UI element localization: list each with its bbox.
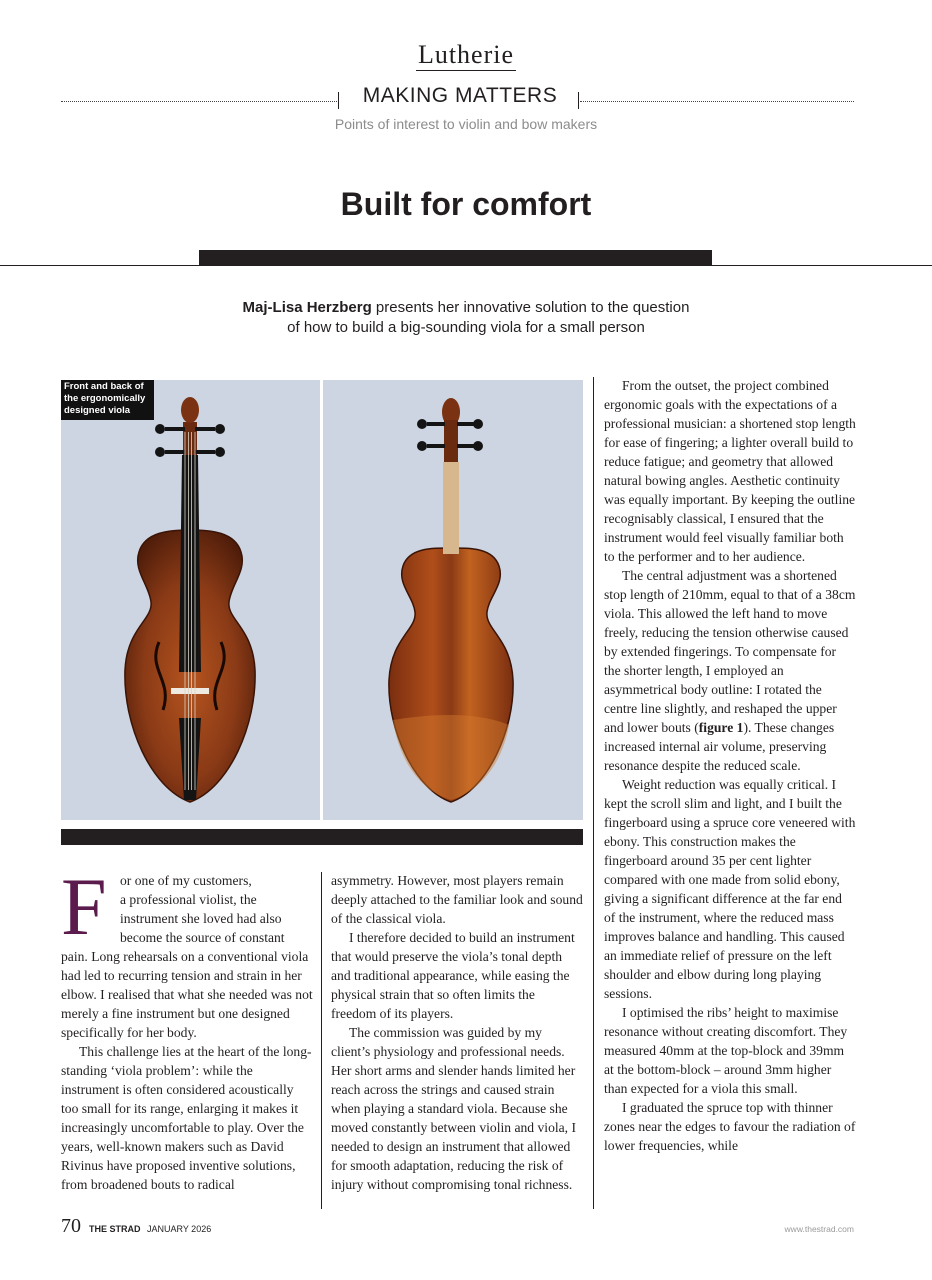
standfirst-line-1: presents her innovative solution to the question [371, 299, 690, 316]
headline-bar [199, 250, 712, 266]
dropcap-line: a professional violist, the [120, 892, 257, 907]
paragraph: From the outset, the project combined ergonomic goals with the expectations of a professional musician: a shortened stop length for ease of fingering; a lighter overall build to reduce fatigue; and geometry that allowed natural bowing angles. Aesthetic continuity was equally important. By keeping the outline recognisably classical, I ensured that the instrument would feel visually familiar both to the performer and to her audience. [604, 378, 856, 564]
paragraph: The commission was guided by my client’s physiology and professional needs. Her short arms and slender hands limited her reach across the strings and caused strain when playing a standard viola. Because she moved constantly between violin and viola, I needed to design an instrument that allowed for smooth adaptation, reducing the risk of injury without compromising tonal richness. [331, 1025, 577, 1192]
header-tick-right [578, 92, 579, 109]
photo-bar [61, 829, 583, 845]
paragraph-text: ). These changes increased internal air volume, preserving resonance despite the reduced scale. [604, 720, 835, 773]
page-number: 70 [61, 1215, 81, 1237]
paragraph: I therefore decided to build an instrument that would preserve the viola’s tonal depth and traditional appearance, while easing the physical strain that so often limits the freedom of its players. [331, 930, 575, 1021]
paragraph-text: The central adjustment was a shortened stop length of 210mm, equal to that of a 38cm viola. This allowed the left hand to move freely, reducing the tension otherwise caused by extended fingerings. To compensate for the shorter length, I employed an asymmetrical body outline: I rotated the centre line slightly, and reshaped the upper and lower bouts ( [604, 568, 856, 735]
paragraph: I graduated the spruce top with thinner zones near the edges to favour the radiation of lower frequencies, while [604, 1100, 856, 1153]
viola-front-illustration [61, 380, 320, 820]
standfirst [200, 298, 732, 338]
standfirst-author: Maj-Lisa Herzberg [242, 299, 372, 316]
article-headline: Built for comfort [340, 186, 592, 222]
header-dotted-rule-right [580, 101, 854, 102]
text-column-2 [331, 871, 583, 1194]
header-dotted-rule-left [61, 101, 337, 102]
dropcap-line: instrument she loved had also [120, 911, 282, 926]
category-label: Lutherie [417, 40, 515, 69]
dropcap-line: or one of my customers, [120, 873, 252, 888]
column-rule [593, 377, 594, 1209]
header-tick-left [338, 92, 339, 109]
section-subtitle: Points of interest to violin and bow makers [334, 116, 598, 132]
drop-cap: F [61, 861, 107, 952]
standfirst-line-2: of how to build a big-sounding viola for a small person [287, 319, 645, 336]
website-url[interactable]: www.thestrad.com [784, 1224, 854, 1234]
section-title: MAKING MATTERS [362, 84, 558, 107]
issue-date: JANUARY 2026 [147, 1224, 212, 1234]
paragraph [604, 566, 856, 775]
viola-back-photo [323, 380, 583, 820]
paragraph: Weight reduction was equally critical. I kept the scroll slim and light, and I built the fingerboard using a spruce core veneered with ebony. This construction makes the fingerboard around 35 per cent lighter compared with one made from solid ebony, giving a significant difference at the far end of the instrument, where the reduced mass improves balance and handling. This caused an immediate relief of pressure on the left shoulder and elbow during long playing sessions. [604, 777, 856, 1001]
paragraph: I optimised the ribs’ height to maximise resonance without creating discomfort. They measured 40mm at the top-block and 39mm at the bottom-block – around 3mm higher than expected for a viola this small. [604, 1005, 848, 1096]
photo-caption: Front and back of the ergonomically designed viola [61, 380, 154, 420]
column-rule [321, 872, 322, 1209]
figure-reference: figure 1 [698, 720, 744, 735]
viola-back-illustration [323, 380, 583, 820]
paragraph: This challenge lies at the heart of the long-standing ‘viola problem’: while the instrument is often considered acoustically too small for its range, enlarging it makes it increasingly uncomfortable to play. Over the years, well-known makers such as David Rivinus have proposed inventive solutions, from broadened bouts to radical [61, 1044, 312, 1192]
paragraph: asymmetry. However, most players remain deeply attached to the familiar look and sound of the classical viola. [331, 873, 583, 926]
text-column-3 [604, 376, 856, 1155]
magazine-name: THE STRAD [89, 1224, 141, 1234]
text-column-1 [61, 861, 313, 1194]
paragraph [61, 861, 313, 1042]
paragraph-text: pain. Long rehearsals on a conventional viola had led to recurring tension and strain in her elbow. I realised that what she needed was not merely a fine instrument but one designed specifically for her body. [61, 949, 313, 1040]
viola-front-photo [61, 380, 320, 820]
dropcap-line: become the source of constant [120, 930, 285, 945]
